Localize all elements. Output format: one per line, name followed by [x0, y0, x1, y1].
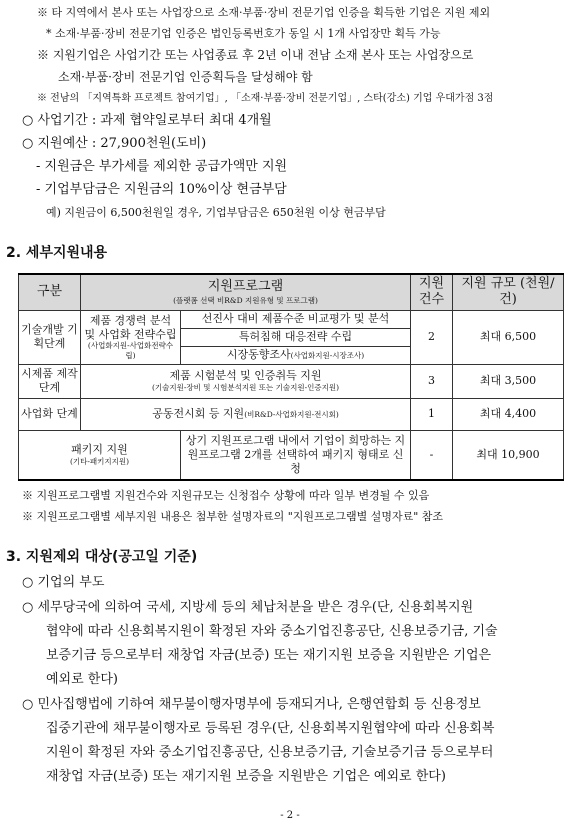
support-scale: 최대 10,900 [453, 430, 564, 480]
header-program: 지원프로그램 (플랫폼 선택 비R&D 지원유형 및 프로그램) [81, 274, 411, 310]
row-category: 사업화 단계 [19, 398, 81, 430]
exclusion-item: 예외로 한다) [46, 672, 118, 687]
exclusion-item: 협약에 따라 신용회복지원이 확정된 자와 중소기업진흥공단, 신용보증기금, 기술 [46, 624, 498, 639]
business-period: ○ 사업기간 : 과제 협약일로부터 최대 4개월 [22, 113, 272, 128]
support-scale: 최대 3,500 [453, 364, 564, 398]
exclusion-item: ○ 기업의 부도 [22, 575, 105, 590]
budget-note: - 지원금은 부가세를 제외한 공급가액만 지원 [36, 159, 288, 174]
header-category: 구분 [19, 274, 81, 310]
support-count: 2 [411, 310, 453, 364]
exclusion-item: 보증기금 등으로부터 재창업 자금(보증) 또는 재기지원 보증을 지원받은 기업은 [46, 648, 492, 663]
note-line: ※ 타 지역에서 본사 또는 사업장으로 소재·부품·장비 전문기업 인증을 획득한 기업은 지원 제외 [37, 6, 491, 19]
budget: ○ 지원예산 : 27,900천원(도비) [22, 136, 207, 151]
note-line: ※ 지원기업은 사업기간 또는 사업종료 후 2년 이내 전남 소재 본사 또는 사업장으로 [37, 48, 474, 62]
table-note: ※ 지원프로그램별 세부지원 내용은 첨부한 설명자료의 "지원프로그램별 설명자료" 참조 [22, 510, 443, 523]
budget-example: 예) 지원금이 6,500천원일 경우, 기업부담금은 650천원 이상 현금부담 [46, 206, 386, 219]
support-scale: 최대 4,400 [453, 398, 564, 430]
exclusion-item: 재창업 자금(보증) 또는 재기지원 보증을 지원받은 기업은 예외로 한다) [46, 769, 446, 784]
header-count: 지원건수 [411, 274, 453, 310]
program-item: 제품 시험분석 및 인증취득 지원 (기술지원-장비 및 시험분석지원 또는 기술지원-인증지원) [81, 364, 411, 398]
support-count: 1 [411, 398, 453, 430]
note-line: * 소재·부품·장비 전문기업 인증은 법인등록번호가 동일 시 1개 사업장만 획득 가능 [46, 27, 441, 40]
support-scale: 최대 6,500 [453, 310, 564, 364]
note-line: 소재·부품·장비 전문기업 인증획득을 달성해야 함 [58, 70, 313, 84]
exclusion-item: ○ 세무당국에 의하여 국세, 지방세 등의 체납처분을 받은 경우(단, 신용회복지원 [22, 600, 474, 615]
header-scale: 지원 규모 (천원/건) [453, 274, 564, 310]
exclusion-item: 집중기관에 채무불이행자로 등록된 경우(단, 신용회복지원협약에 따라 신용회복 [46, 721, 495, 736]
note-line: ※ 전남의 「지역특화 프로젝트 참여기업」, 「소재·부품·장비 전문기업」, 스타(강소) 기업 우대가점 3점 [37, 93, 494, 104]
table-note: ※ 지원프로그램별 지원건수와 지원규모는 신청접수 상황에 따라 일부 변경될 수 있음 [22, 489, 430, 502]
support-program-table [18, 273, 564, 481]
row-category: 패키지 지원 (기타-패키지지원) [19, 430, 181, 480]
program-item: 특허침해 대응전략 수립 [181, 328, 411, 346]
support-count: - [411, 430, 453, 480]
row-category: 시제품 제작단계 [19, 364, 81, 398]
exclusion-item: ○ 민사집행법에 기하여 채무불이행자명부에 등재되거나, 은행연합회 등 신용정보 [22, 697, 481, 712]
program-group: 제품 경쟁력 분석 및 사업화 전략수립 (사업화지원-사업화전략수립) [81, 310, 181, 364]
exclusion-item: 지원이 확정된 자와 중소기업진흥공단, 신용보증기금, 기술보증기금 등으로부터 [46, 745, 494, 760]
section-title: 2. 세부지원내용 [6, 245, 108, 261]
row-category: 기술개발 기획단계 [19, 310, 81, 364]
page-number: - 2 - [280, 810, 300, 821]
program-item: 선진사 대비 제품수준 비교평가 및 분석 [181, 310, 411, 328]
section-title: 3. 지원제외 대상(공고일 기준) [6, 549, 198, 565]
program-item: 시장동향조사(사업화지원-시장조사) [181, 346, 411, 364]
support-count: 3 [411, 364, 453, 398]
program-item: 상기 지원프로그램 내에서 기업이 희망하는 지원프로그램 2개를 선택하여 패키지 형태로 신청 [181, 430, 411, 480]
budget-note: - 기업부담금은 지원금의 10%이상 현금부담 [36, 182, 287, 197]
program-item: 공동전시회 등 지원(비R&D-사업화지원-전시회) [81, 398, 411, 430]
